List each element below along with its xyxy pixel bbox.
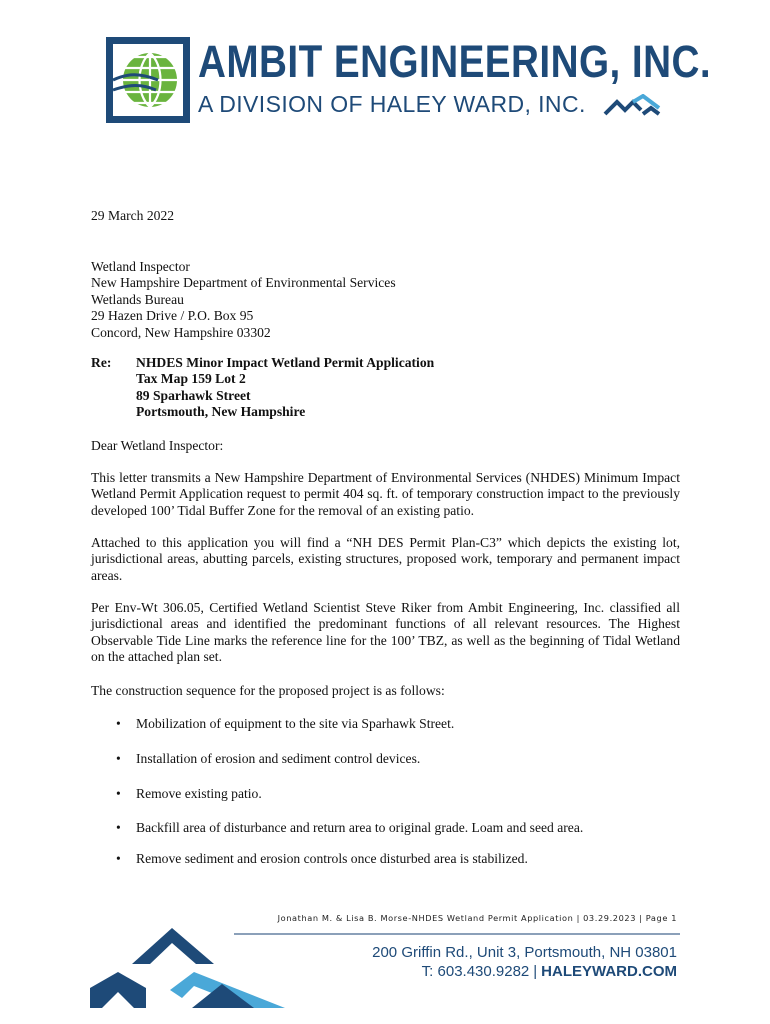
ambit-globe-logo-icon xyxy=(106,37,190,123)
letterhead xyxy=(106,36,712,123)
footer-address: 200 Griffin Rd., Unit 3, Portsmouth, NH 03801 xyxy=(372,944,677,961)
footer-website-link[interactable]: HALEYWARD.COM xyxy=(541,963,677,980)
list-item: Mobilization of equipment to the site via Sparhawk Street. xyxy=(136,716,455,731)
re-label: Re: xyxy=(91,355,112,370)
letter-date: 29 March 2022 xyxy=(91,208,175,223)
footer-separator: | xyxy=(533,963,538,980)
list-item: Remove existing patio. xyxy=(136,786,262,801)
salutation: Dear Wetland Inspector: xyxy=(91,438,224,453)
body-paragraph: Attached to this application you will find a “NH DES Permit Plan-C3” which depicts the existing lot, jurisdictional areas, abutting parcels, existing structures, proposed work, temporary and permanent impact areas. xyxy=(91,535,680,583)
list-item: Backfill area of disturbance and return area to original grade. Loam and seed area. xyxy=(136,820,584,835)
body-paragraph: Per Env-Wt 306.05, Certified Wetland Scientist Steve Riker from Ambit Engineering, Inc. classified all jurisdictional areas and identified the predominant functions of all relevant resources. The Highest Observable Tide Line marks the reference line for the 100’ TBZ, as well as the beginning of Tidal Wetland on the attached plan set. xyxy=(91,600,680,665)
bullet-glyph: • xyxy=(116,751,121,766)
recipient-line: Wetlands Bureau xyxy=(91,291,184,307)
bullet-glyph: • xyxy=(116,851,121,866)
list-item: Installation of erosion and sediment control devices. xyxy=(136,751,421,766)
bullet-glyph: • xyxy=(116,786,121,801)
subject-line: Portsmouth, New Hampshire xyxy=(136,404,306,420)
recipient-line: Concord, New Hampshire 03302 xyxy=(91,324,271,340)
body-paragraph: The construction sequence for the proposed project is as follows: xyxy=(91,683,445,698)
recipient-line: New Hampshire Department of Environmental Services xyxy=(91,275,396,291)
body-paragraph: This letter transmits a New Hampshire Department of Environmental Services (NHDES) Minimum Impact Wetland Permit Application request to permit 404 sq. ft. of temporary construction impact to the previously developed 100’ Tidal Buffer Zone for the removal of an existing patio. xyxy=(91,470,680,518)
footer-phone: T: 603.430.9282 xyxy=(421,963,530,980)
footer-contact xyxy=(422,963,677,980)
footer-divider xyxy=(234,933,680,935)
subject-line: Tax Map 159 Lot 2 xyxy=(136,371,246,387)
subject-line: NHDES Minor Impact Wetland Permit Application xyxy=(136,355,435,370)
bullet-glyph: • xyxy=(116,820,121,835)
footer-running-line: Jonathan M. & Lisa B. Morse-NHDES Wetland Permit Application | 03.29.2023 | Page 1 xyxy=(277,913,677,923)
haley-ward-chevrons-icon xyxy=(90,928,285,1008)
company-name: AMBIT ENGINEERING, INC. xyxy=(198,36,712,87)
recipient-address xyxy=(91,259,396,341)
haley-ward-chevrons-icon xyxy=(603,94,661,118)
bullet-glyph: • xyxy=(116,716,121,731)
subject-block xyxy=(136,355,434,421)
subject-line: 89 Sparhawk Street xyxy=(136,387,251,403)
recipient-line: Wetland Inspector xyxy=(91,259,190,274)
company-division: A DIVISION OF HALEY WARD, INC. xyxy=(198,91,586,117)
list-item: Remove sediment and erosion controls once disturbed area is stabilized. xyxy=(136,851,528,866)
recipient-line: 29 Hazen Drive / P.O. Box 95 xyxy=(91,308,254,324)
